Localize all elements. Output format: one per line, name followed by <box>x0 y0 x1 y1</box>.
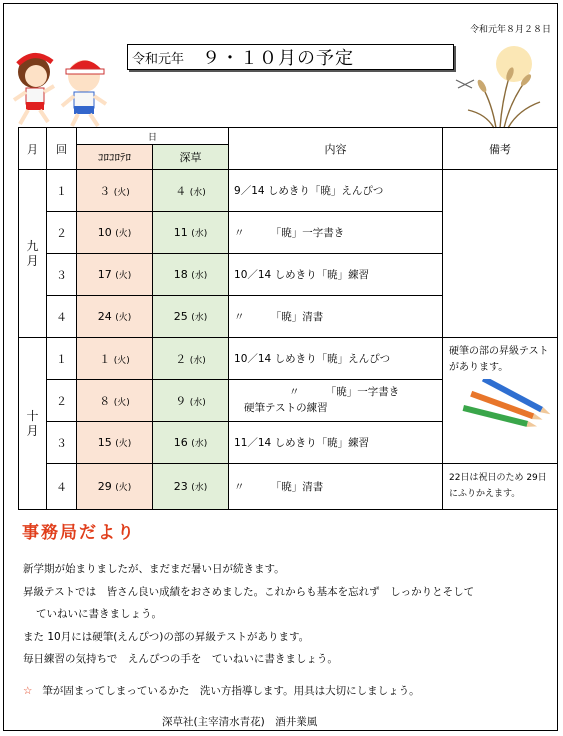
date-cell-2: 11 (水) <box>153 212 229 254</box>
content-cell: 〃 「暁」清書 <box>229 464 443 510</box>
content-cell: 〃 「暁」一字書き <box>229 212 443 254</box>
remarks-note-1: 硬筆の部の昇級テストがあります。 <box>449 346 549 373</box>
news-paragraph: ていねいに書きましょう。 <box>36 608 162 620</box>
date-cell-1: 29 (火) <box>77 464 153 510</box>
header-day: 日 <box>77 128 229 145</box>
date-cell-2: ２ (水) <box>153 338 229 380</box>
star-icon: ☆ <box>23 685 33 697</box>
content-cell: 10／14 しめきり「暁」練習 <box>229 254 443 296</box>
round-cell: ４ <box>47 464 77 510</box>
content-cell: 10／14 しめきり「暁」えんぴつ <box>229 338 443 380</box>
remarks-note-2: 22日は祝日のため 29日にふりかえます。 <box>443 464 558 510</box>
date-cell-2: ４ (水) <box>153 170 229 212</box>
round-cell: １ <box>47 170 77 212</box>
round-cell: ３ <box>47 254 77 296</box>
date-cell-2: 16 (水) <box>153 422 229 464</box>
date-cell-1: 24 (火) <box>77 296 153 338</box>
date-cell-2: 18 (水) <box>153 254 229 296</box>
news-paragraph: 新学期が始まりましたが、まだまだ暑い日が続きます。 <box>23 563 285 575</box>
remarks-cell-oct <box>443 338 558 464</box>
title-prefix: 令和元年 <box>132 51 185 67</box>
star-note <box>23 683 420 698</box>
round-cell: ３ <box>47 422 77 464</box>
news-paragraph: 昇級テストでは 皆さん良い成績をおさめました。これからも基本を忘れず しっかりとそして <box>23 585 475 598</box>
content-cell: 9／14 しめきり「暁」えんぴつ <box>229 170 443 212</box>
schedule-table <box>18 127 558 510</box>
news-body <box>23 558 548 671</box>
header-classroom-1: ｺﾛｺﾛﾃﾛ <box>77 145 153 170</box>
table-row <box>19 338 558 380</box>
table-row <box>19 464 558 510</box>
content-cell: 11／14 しめきり「暁」練習 <box>229 422 443 464</box>
month-label: 九月 <box>19 170 47 338</box>
pencils-icon <box>459 379 551 433</box>
date-cell-2: 23 (水) <box>153 464 229 510</box>
header-remarks: 備考 <box>443 128 558 170</box>
content-line-1: 〃 「暁」一字書き <box>289 386 400 399</box>
news-title: 事務局だより <box>22 523 136 543</box>
date-cell-1: １ (火) <box>77 338 153 380</box>
round-cell: １ <box>47 338 77 380</box>
news-paragraph: また 10月には硬筆(えんぴつ)の部の昇級テストがあります。 <box>23 630 310 643</box>
page-title: ９・１０月の予定 <box>202 48 355 69</box>
round-cell: ４ <box>47 296 77 338</box>
header-content: 内容 <box>229 128 443 170</box>
round-cell: ２ <box>47 212 77 254</box>
date-cell-1: 10 (火) <box>77 212 153 254</box>
header-round: 回 <box>47 128 77 170</box>
content-cell: 〃 「暁」清書 <box>229 296 443 338</box>
date-cell-1: ８ (火) <box>77 380 153 422</box>
date-cell-2: 25 (水) <box>153 296 229 338</box>
date-cell-1: 15 (火) <box>77 422 153 464</box>
signature: 深草社(主宰清水青花) 酒井業風 <box>162 716 318 728</box>
news-paragraph: 毎日練習の気持ちで えんぴつの手を ていねいに書きましょう。 <box>23 653 338 665</box>
children-illustration <box>6 36 114 128</box>
issue-date: 令和元年８月２８日 <box>469 25 551 35</box>
content-cell <box>229 380 443 422</box>
header-month: 月 <box>19 128 47 170</box>
header-classroom-2: 深草 <box>153 145 229 170</box>
title-box <box>127 44 454 70</box>
round-cell: ２ <box>47 380 77 422</box>
month-label: 十月 <box>19 338 47 510</box>
table-row <box>19 170 558 212</box>
date-cell-2: ９ (水) <box>153 380 229 422</box>
moon-grass-illustration <box>452 40 552 130</box>
date-cell-1: ３ (火) <box>77 170 153 212</box>
content-line-2: 硬筆テストの練習 <box>244 401 328 414</box>
remarks-cell-sep <box>443 170 558 338</box>
date-cell-1: 17 (火) <box>77 254 153 296</box>
star-note-text: 筆が固まってしまっているかた 洗い方指導します。用具は大切にしましょう。 <box>42 685 420 697</box>
